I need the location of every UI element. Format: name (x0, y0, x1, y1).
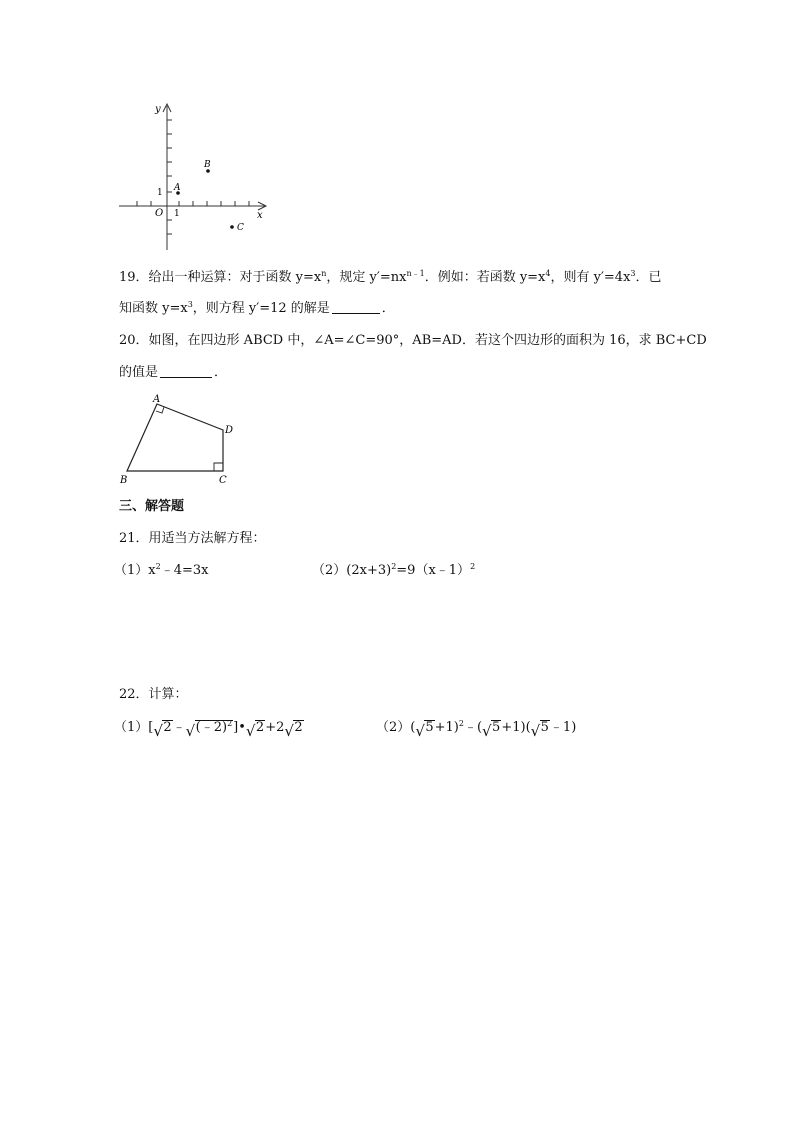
point-c-label: C (237, 223, 244, 233)
label-a: A (153, 394, 161, 405)
q22-number: 22． (119, 687, 149, 702)
answer-blank-19[interactable] (332, 301, 380, 314)
point-b-label: B (204, 160, 211, 170)
radical: √ 2 (245, 720, 265, 740)
question-22-title: 22．计算： (119, 687, 188, 702)
question-20-line-2: 的值是 ． (119, 365, 228, 380)
radical: √ 2 (153, 720, 172, 740)
radical: √ 5 (415, 720, 434, 740)
radical: √ 5 (482, 720, 501, 740)
q19-number: 19． (119, 270, 149, 285)
q21-number: 21． (119, 531, 149, 546)
question-21-part-1: $(1)x^2﹣4=3x$ (114, 562, 209, 578)
y-ticks (167, 120, 172, 234)
origin-label: O (155, 208, 164, 219)
right-angle-c (214, 463, 223, 471)
y-axis-label: y (155, 104, 161, 115)
question-19-line-1: 19．给出一种运算：对于函数 $y=x^n$，规定 $y'=nx^{n﹣1}$．例如：若函数 $y=x^4$，则有 $y'=4x^3$．已 (119, 269, 662, 285)
radical: √ 2 (284, 720, 303, 740)
label-d: D (225, 425, 234, 436)
y-one-label: 1 (157, 188, 163, 198)
label-b: B (120, 475, 128, 486)
question-21-part-2: $(2)(2x+3)^2=9(x﹣1)^2$ (312, 562, 476, 578)
q20-number: 20． (119, 333, 149, 348)
x-ticks (137, 201, 249, 206)
radical: √ 5 (530, 720, 549, 740)
label-c: C (219, 475, 227, 486)
radical: √ (﹣2)$^2$ (185, 719, 233, 740)
right-angle-a (156, 407, 164, 413)
point-a-label: A (174, 183, 181, 193)
question-20-line-1: 20．如图，在四边形 ABCD 中，∠A=∠C=90°，AB=AD．若这个四边形的面积为 16，求 BC+CD (119, 333, 707, 348)
coordinate-graph (115, 98, 275, 254)
section-title: 三、解答题 (119, 499, 185, 514)
question-21-title: 21．用适当方法解方程： (119, 531, 266, 546)
quadrilateral-figure (118, 392, 243, 488)
question-22-part-2: （2）( √ 5+1)$^2$﹣( √ 5+1)( √ 5﹣1) (376, 719, 577, 740)
question-19-line-2: 知函数 $y=x^3$，则方程 y′=12 的解是 ． (119, 300, 395, 316)
answer-blank-20[interactable] (160, 365, 212, 378)
quadrilateral-abcd (127, 404, 223, 471)
point-c-dot (230, 225, 234, 229)
x-axis-label: x (257, 210, 263, 221)
question-22-part-1: （1）[ √ 2﹣ √ (﹣2)$^2$]• √ 2+2 √ 2 (114, 719, 303, 740)
x-one-label: 1 (174, 209, 180, 219)
